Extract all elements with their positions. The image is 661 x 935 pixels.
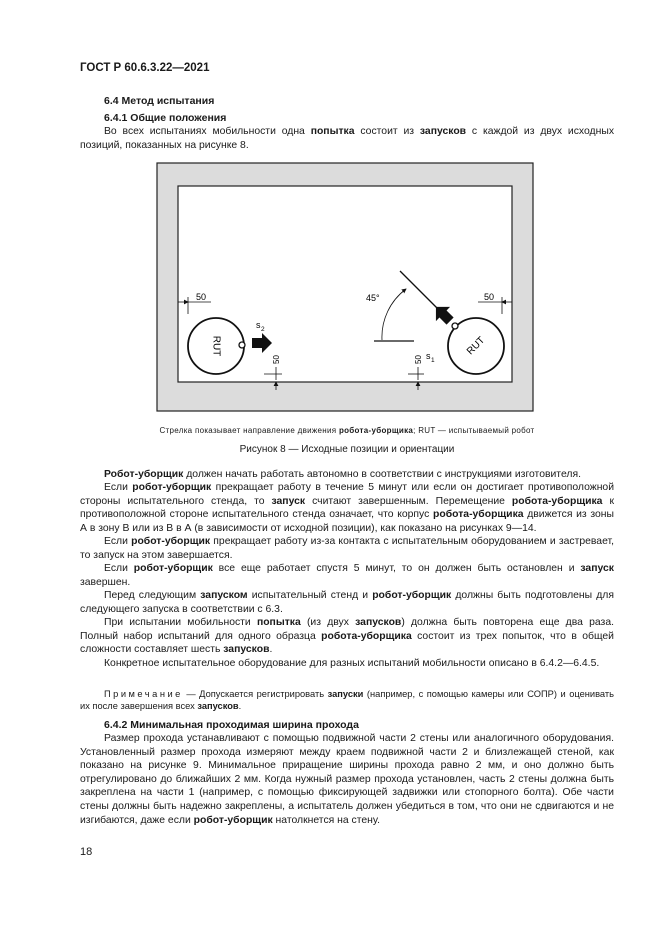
text-run: движется из зоны А в зону В или из В в А (в зависимости от исходной позиции), как показано на рисунках 9—14. (80, 509, 614, 534)
s1-subscript: 1 (431, 357, 435, 364)
right-side-dim-label: 50 (414, 355, 423, 364)
document-header: ГОСТ Р 60.6.3.22—2021 (80, 62, 210, 74)
text-run: состоит из (354, 126, 420, 137)
text-run: Во всех испытаниях мобильности одна (104, 126, 311, 137)
text-run: испытательный стенд и (247, 590, 373, 601)
text-run: состоит из трех попыток, что в общей сложности составляет шесть (80, 630, 614, 656)
text-run: запуск (271, 495, 306, 507)
text-run: робот-уборщик (132, 482, 212, 493)
text-run: Стрелка показывает направление движения (159, 426, 339, 435)
intro-paragraph (80, 125, 614, 152)
text-run: запусков (223, 644, 270, 656)
s2-label: s (256, 320, 261, 330)
text-run: Примечание (104, 689, 183, 699)
text-run: Если (104, 536, 132, 547)
text-run: робота-уборщика (338, 426, 414, 435)
text-run: робот-уборщик (372, 590, 452, 601)
text-run: Если (104, 482, 133, 493)
text-run: (из двух (300, 617, 356, 628)
s2-subscript: 2 (261, 326, 265, 333)
text-run: запуском (200, 590, 248, 601)
text-run: робота-уборщика (511, 495, 603, 507)
text-run: робот-уборщик (193, 814, 273, 826)
text-run: Размер прохода устанавливают с помощью подвижной части 2 стены или аналогичного оборудования. Установленный размер прохода измеряют между краем подвижной части 2 и близлежащей стеной, как показано на рисунке 9. Минимальное приращение ширины прохода равно 2 мм, и оно должно быть отрегулировано до ближайших 2 мм. Когда нужный размер прохода установлен, часть 2 стены должна быть закреплена на части 1 (например, с помощью фиксирующей задвижки или стопорного болта). Обе части стены должны быть надежно закреплены, а испытатель должен убедиться в том, что они не сдвигаются и не изгибаются, даже если (80, 733, 614, 826)
text-run: робота-уборщика (433, 509, 524, 521)
robot-left-label: RUT (210, 335, 222, 357)
text-run: Робот-уборщик (104, 469, 184, 480)
text-run: запусков (197, 701, 239, 712)
text-run: . (238, 701, 242, 712)
section-6-4-2-text (80, 732, 614, 827)
figure-caption: Рисунок 8 — Исходные позиции и ориентации (239, 444, 455, 455)
text-run: Если (104, 563, 134, 574)
body-paragraph-7 (80, 657, 614, 671)
text-run: Конкретное испытательное оборудование для разных испытаний мобильности описано в 6.4.2—6.4.5. (104, 658, 600, 669)
text-run: прекращает работу в течение 5 минут или если он достигает противоположной стороны испытательного стенда, то (80, 482, 615, 507)
text-run: . (269, 644, 273, 656)
figure-8-diagram (156, 162, 534, 412)
section-6-4-title: 6.4 Метод испытания (104, 95, 215, 107)
text-run: ; RUT — испытываемый робот (413, 426, 535, 435)
text-run: все еще работает спустя 5 минут, то он должен быть остановлен и (212, 563, 581, 574)
text-run: (например, с помощью камеры или СОПР) и оценивать их после завершения всех (80, 689, 615, 712)
text-run: При испытании мобильности (104, 617, 257, 628)
text-run: с каждой из двух исходных позиций, показанных на рисунке 8. (80, 126, 615, 151)
left-side-dim-label: 50 (272, 355, 281, 364)
robot-left-marker (239, 342, 245, 348)
text-run: должны быть подготовлены для следующего запуска в соответствии с 6.3. (80, 590, 614, 615)
body-paragraph-2 (80, 481, 614, 535)
text-run: робот-уборщик (133, 563, 213, 574)
body-paragraph-5 (80, 589, 614, 616)
body-paragraph-3 (80, 535, 614, 562)
text-run: запусков (419, 126, 467, 137)
right-top-dim-label: 50 (484, 292, 495, 302)
text-run: робот-уборщик (131, 536, 211, 547)
text-run: робота-уборщика (321, 630, 412, 642)
text-run: попытка (310, 126, 355, 137)
text-run: запуск (580, 563, 614, 574)
s1-label: s (426, 351, 431, 361)
text-run: — Допускается регистрировать (182, 689, 328, 699)
text-run: к противоположной стороне испытательного стенда означает, что корпус (80, 495, 614, 521)
robot-right-marker (452, 323, 458, 329)
robot-right-label: RUT (464, 334, 488, 358)
text-run: попытка (256, 617, 301, 628)
note-paragraph (80, 688, 614, 713)
text-run: запусков (355, 617, 402, 628)
text-run: Перед следующим (104, 590, 201, 601)
body-paragraph-4 (80, 562, 614, 589)
text-run: запуски (327, 689, 364, 699)
text-run: считают завершенным. Перемещение (305, 495, 512, 507)
body-paragraph-6 (80, 616, 614, 657)
figure-note (80, 426, 614, 435)
body-paragraph-1 (80, 468, 614, 482)
text-run: прекращает работу из-за контакта с испытательным оборудованием и застревает, то запуск на этом завершается. (80, 536, 614, 561)
section-6-4-1-title: 6.4.1 Общие положения (104, 112, 227, 124)
page-number: 18 (80, 846, 93, 858)
left-top-dim-label: 50 (196, 292, 207, 302)
text-run: завершен. (80, 576, 131, 588)
text-run: натолкнется на стену. (272, 814, 380, 826)
section-6-4-2-title: 6.4.2 Минимальная проходимая ширина прохода (104, 719, 359, 731)
angle-label: 45° (366, 293, 380, 303)
text-run: должен начать работать автономно в соответствии с инструкциями изготовителя. (183, 469, 581, 480)
text-run: ) должна быть повторена еще два раза. Полный набор испытаний для одного образца (80, 617, 614, 642)
